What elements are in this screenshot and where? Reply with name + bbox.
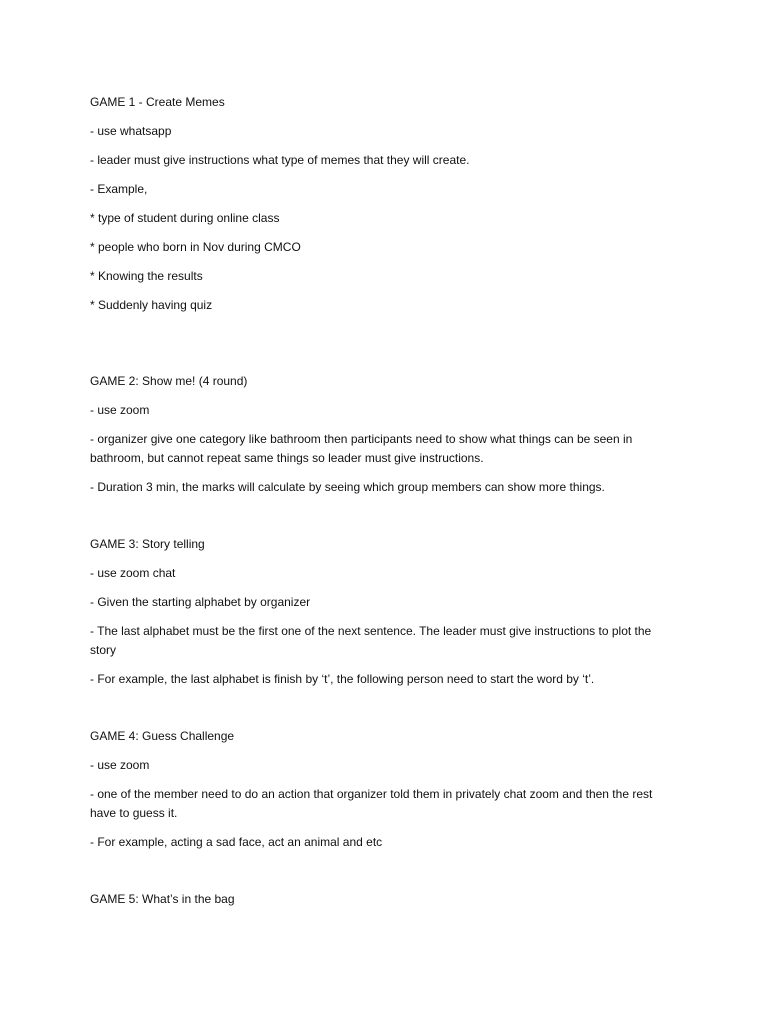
game-3-line-4: - For example, the last alphabet is finish by ‘t’, the following person need to start the word by ‘t’.: [90, 672, 595, 686]
game-3-title: GAME 3: Story telling: [90, 537, 205, 551]
game-1-line-1: - use whatsapp: [90, 124, 172, 138]
game-3-line-1: - use zoom chat: [90, 566, 176, 580]
game-1-title: GAME 1 - Create Memes: [90, 95, 225, 109]
game-2-line-2: - organizer give one category like bathroom then participants need to show what things can be seen in bathroom, but cannot repeat same things so leader must give instructions.: [90, 432, 633, 465]
game-1-line-3: - Example,: [90, 182, 148, 196]
game-1-line-7: * Suddenly having quiz: [90, 298, 213, 312]
game-2-title: GAME 2: Show me! (4 round): [90, 374, 248, 388]
game-4-line-3: - For example, acting a sad face, act an animal and etc: [90, 835, 383, 849]
game-5-title: GAME 5: What’s in the bag: [90, 892, 235, 906]
game-1-line-6: * Knowing the results: [90, 269, 203, 283]
game-1-line-4: * type of student during online class: [90, 211, 280, 225]
game-1-line-2: - leader must give instructions what type of memes that they will create.: [90, 153, 470, 167]
game-4-title: GAME 4: Guess Challenge: [90, 729, 235, 743]
game-2-line-1: - use zoom: [90, 403, 150, 417]
game-2-line-3: - Duration 3 min, the marks will calculate by seeing which group members can show more things.: [90, 480, 605, 494]
game-4-line-2: - one of the member need to do an action that organizer told them in privately chat zoom and then the rest have to guess it.: [90, 787, 653, 820]
game-3-line-3: - The last alphabet must be the first one of the next sentence. The leader must give instructions to plot the story: [90, 624, 652, 657]
game-1-line-5: * people who born in Nov during CMCO: [90, 240, 301, 254]
game-3-line-2: - Given the starting alphabet by organizer: [90, 595, 311, 609]
document-page: [90, 93, 680, 909]
game-4-line-1: - use zoom: [90, 758, 150, 772]
